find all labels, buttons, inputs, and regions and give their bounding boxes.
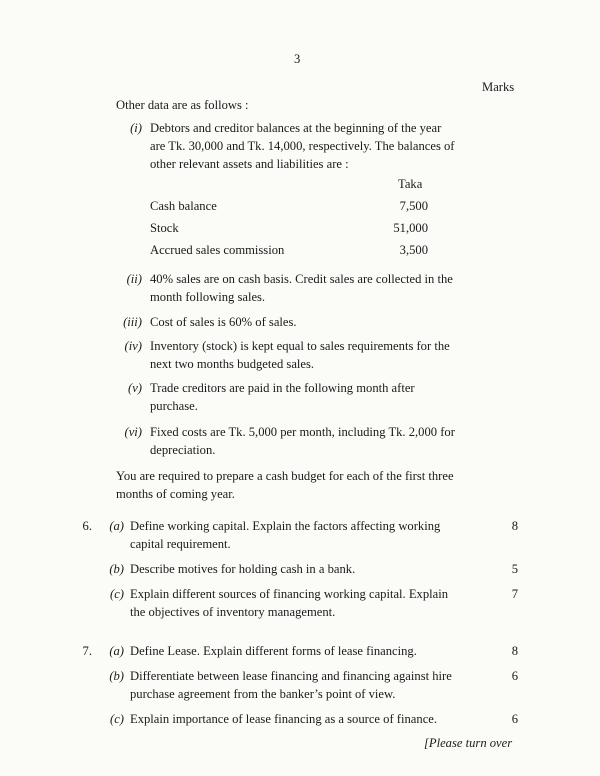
item-label: (iii) [123,315,142,329]
text-line: the objectives of inventory management. [130,605,336,619]
part-label: (c) [110,712,124,726]
text-line: Differentiate between lease financing and financing against hire [130,669,452,683]
text-line: Define Lease. Explain different forms of lease financing. [130,644,417,658]
item-vi-text [150,423,480,459]
text-line: You are required to prepare a cash budget for each of the first three [116,469,454,483]
question-number: 6. [82,519,92,533]
text-line: Explain importance of lease financing as a source of finance. [130,712,438,726]
item-label: (vi) [124,425,142,439]
table-header-taka: Taka [398,177,423,191]
question-number: 7. [82,644,92,658]
text-line: months of coming year. [116,487,235,501]
table-row-label: Stock [150,221,179,235]
text-line: capital requirement. [130,537,231,551]
text-line: purchase agreement from the banker’s point of view. [130,687,396,701]
item-label: (ii) [126,272,142,286]
part-label: (a) [109,644,124,658]
item-label: (i) [130,121,142,135]
text-line: month following sales. [150,290,266,304]
table-row-label: Cash balance [150,199,217,213]
text-line: Define working capital. Explain the factors affecting working [130,519,441,533]
part-text [130,642,475,660]
marks-value: 7 [511,587,518,601]
marks-value: 6 [511,669,518,683]
marks-header: Marks [482,80,515,94]
text-line: Explain different sources of financing working capital. Explain [130,587,449,601]
part-label: (b) [109,562,124,576]
text-line: Inventory (stock) is kept equal to sales requirements for the [150,339,450,353]
text-line: 40% sales are on cash basis. Credit sales are collected in the [150,272,453,286]
table-row-label: Accrued sales commission [150,243,285,257]
marks-value: 8 [511,644,518,658]
text-line: Cost of sales is 60% of sales. [150,315,297,329]
text-line: depreciation. [150,443,216,457]
part-text [130,585,475,621]
text-line: Describe motives for holding cash in a bank. [130,562,356,576]
marks-value: 8 [511,519,518,533]
requirement-text [116,467,476,503]
item-iv-text [150,337,480,373]
item-iii-text [150,313,480,331]
text-line: other relevant assets and liabilities are : [150,157,349,171]
table-row-value: 7,500 [399,199,428,213]
text-line: Trade creditors are paid in the following month after [150,381,415,395]
part-text [130,517,475,553]
table-row-value: 51,000 [393,221,428,235]
part-label: (c) [110,587,124,601]
part-text [130,710,475,728]
part-text [130,560,475,578]
text-line: are Tk. 30,000 and Tk. 14,000, respectively. The balances of [150,139,455,153]
part-label: (b) [109,669,124,683]
page-number: 3 [294,52,301,66]
text-line: purchase. [150,399,198,413]
item-ii-text [150,270,480,306]
item-label: (iv) [124,339,142,353]
text-line: Fixed costs are Tk. 5,000 per month, including Tk. 2,000 for [150,425,455,439]
item-i-text [150,119,480,173]
marks-value: 5 [511,562,518,576]
part-label: (a) [109,519,124,533]
intro-text: Other data are as follows : [116,98,249,112]
text-line: Debtors and creditor balances at the beginning of the year [150,121,442,135]
marks-value: 6 [511,712,518,726]
turn-over-note: [Please turn over [424,736,513,750]
part-text [130,667,475,703]
text-line: next two months budgeted sales. [150,357,315,371]
table-row-value: 3,500 [399,243,428,257]
item-label: (v) [128,381,142,395]
item-v-text [150,379,480,415]
